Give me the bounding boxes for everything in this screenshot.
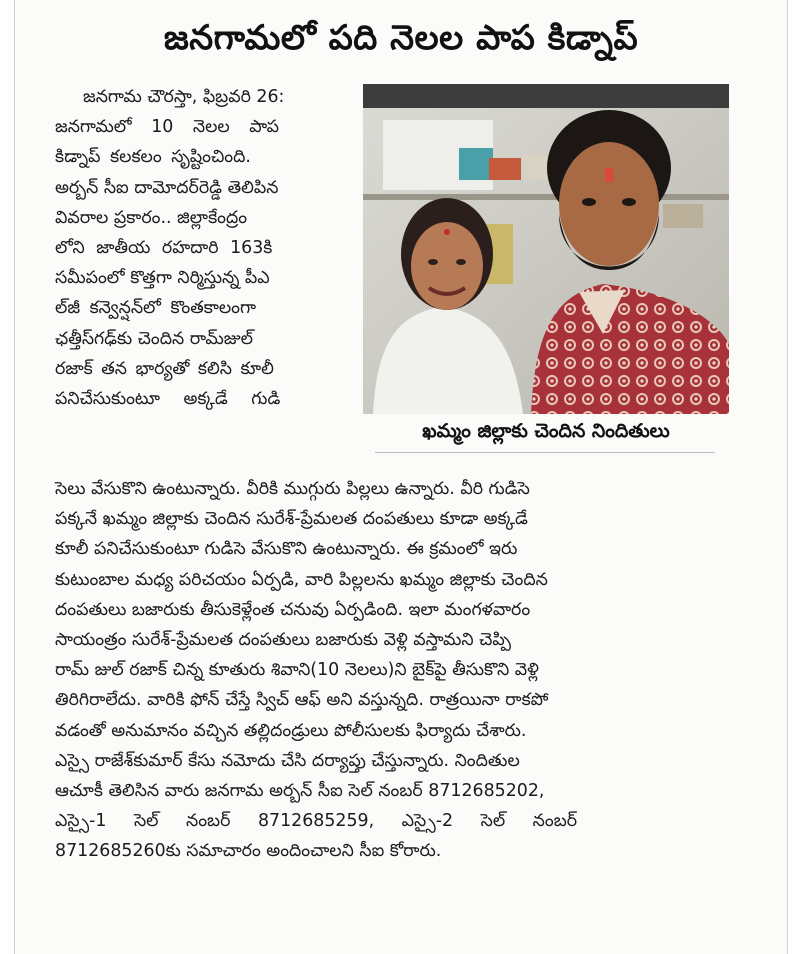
caption-divider <box>375 452 715 453</box>
article-line: ఎస్సై రాజేశ్‌కుమార్ కేసు నమోదు చేసి దర్యాప్తు చేస్తున్నారు. నిందితుల <box>55 750 520 771</box>
article-line: జనగామలో 10 నెలల పాప <box>55 117 280 138</box>
article-line: 8712685260కు సమాచారం అందించాలని సీఐ కోరారు. <box>55 841 442 862</box>
article-line: రామ్ జుల్ రజాక్ చిన్న కూతురు శివాని(10 నెలలు)ని బైక్‌పై తీసుకొని వెళ్లి <box>55 660 539 681</box>
newspaper-clipping <box>14 0 788 954</box>
article-line: సమీపంలో కొత్తగా నిర్మిస్తున్న పీఎ <box>55 268 270 289</box>
article-line: ఛత్తీస్‌గఢ్‌కు చెందిన రామ్‌జుల్ <box>55 328 253 349</box>
article-line: సాయంత్రం సురేశ్-ప్రేమలత దంపతులు బజారుకు వెళ్లి వస్తామని చెప్పి <box>55 630 511 651</box>
article-line: వడంతో అనుమానం వచ్చిన తల్లిదండ్రులు పోలీసులకు ఫిర్యాదు చేశారు. <box>55 720 527 741</box>
accused-couple-photo <box>363 84 729 414</box>
article-line: అర్బన్ సీఐ దామోదర్‌రెడ్డి తెలిపిన <box>55 177 279 198</box>
article-line: వివరాల ప్రకారం.. జిల్లాకేంద్రం <box>55 207 248 228</box>
article-line: ఆచూకీ తెలిసిన వారు జనగామ అర్బన్ సీఐ సెల్ నంబర్ 8712685202, <box>55 781 545 802</box>
article-line: కూలీ పనిచేసుకుంటూ గుడిసె వేసుకొని ఉంటున్నారు. ఈ క్రమంలో ఇరు <box>55 539 518 560</box>
article-line: తిరిగిరాలేదు. వారికి ఫోన్ చేస్తే స్విచ్ ఆఫ్ అని వస్తున్నది. రాత్రయినా రాకపో <box>55 690 549 711</box>
photo-caption: ఖమ్మం జిల్లాకు చెందిన నిందితులు <box>422 420 670 442</box>
photo-illustration <box>363 84 729 414</box>
article-column-left <box>55 82 360 414</box>
article-line: పనిచేసుకుంటూ అక్కడే గుడి <box>55 389 281 410</box>
article-line: కిడ్నాప్ కలకలం సృష్టించింది. <box>55 147 251 168</box>
previous-article-cut-off <box>69 0 709 4</box>
article-line: రజాక్ తన భార్యతో కలిసి కూలీ <box>55 358 274 379</box>
dateline: జనగామ చౌరస్తా, ఫిబ్రవరి 26: <box>83 87 285 107</box>
article-line: ఎస్సై-1 సెల్ నంబర్ 8712685259, ఎస్సై-2 సెల్ నంబర్ <box>55 811 578 832</box>
article-line: పక్కనే ఖమ్మం జిల్లాకు చెందిన సురేశ్-ప్రేమలత దంపతులు కూడా అక్కడే <box>55 509 528 530</box>
article-line: దంపతులు బజారుకు తీసుకెళ్లేంత చనువు ఏర్పడింది. ఇలా మంగళవారం <box>55 599 531 620</box>
next-article-cut-off <box>165 936 665 954</box>
article-line: కుటుంబాల మధ్య పరిచయం ఏర్పడి, వారి పిల్లలను ఖమ్మం జిల్లాకు చెందిన <box>55 569 548 590</box>
article-body-full-width <box>55 474 737 867</box>
article-line: సెలు వేసుకొని ఉంటున్నారు. వీరికి ముగ్గురు పిల్లలు ఉన్నారు. వీరి గుడిసె <box>55 479 530 499</box>
headline: జనగామలో పది నెలల పాప కిడ్నాప్ <box>163 18 639 58</box>
article-line: ల్‌జీ కన్వెన్షన్‌లో కొంతకాలంగా <box>55 298 257 319</box>
article-line: లోని జాతీయ రహదారి 163కి <box>55 238 273 259</box>
